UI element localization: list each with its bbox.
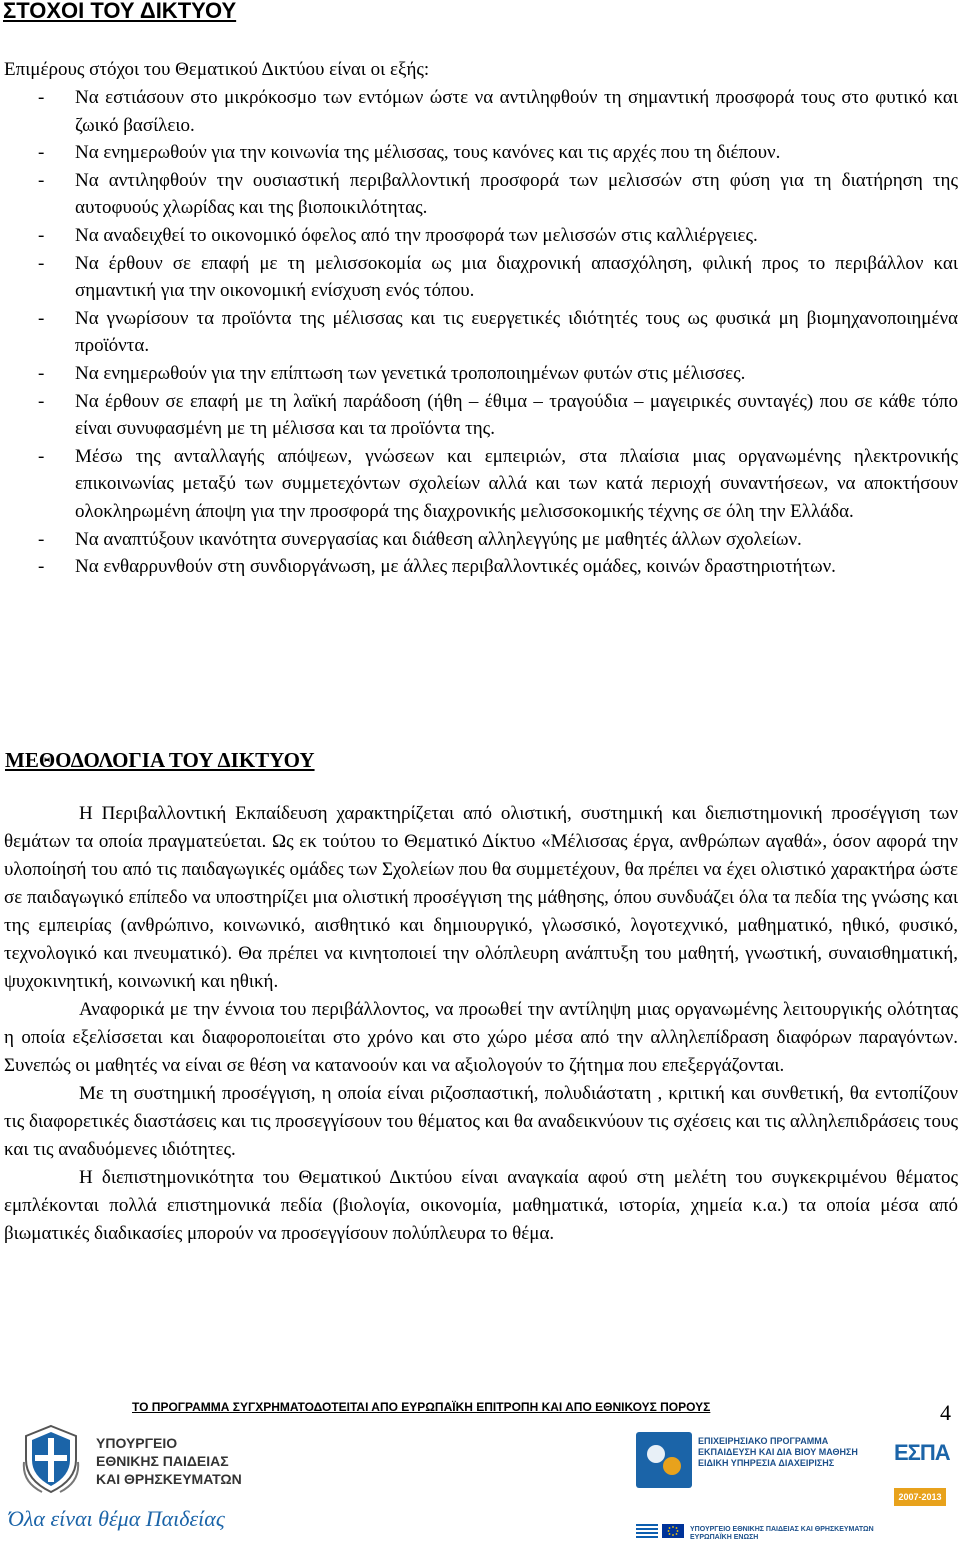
paragraph: Αναφορικά με την έννοια του περιβάλλοντος, να προωθεί την αντίληψη μιας οργανωμένης λειτουργικής ολότητας η οποία εξελίσσεται και διαφοροποιείται στο χρόνο και στο χώρο μέσα από την αλληλεπίδραση διαφόρων παραγόντων. Συνεπώς οι μαθητές να είναι σε θέση να κατανοούν και να αξιολογούν το ζήτημα που επεξεργάζονται. <box>4 999 958 1076</box>
flags-caption-line: ΥΠΟΥΡΓΕΙΟ ΕΘΝΙΚΗΣ ΠΑΙΔΕΙΑΣ ΚΑΙ ΘΡΗΣΚΕΥΜΑΤΩΝ <box>690 1526 874 1533</box>
goal-text: Να ενημερωθούν για την κοινωνία της μέλισσας, τους κανόνες και τις αρχές που τη διέπουν. <box>75 142 781 164</box>
goal-text: Να έρθουν σε επαφή με τη μελισσοκομία ως μια διαχρονική απασχόληση, φιλική προς το περιβάλλον και σημαντική για την οικονομική ενίσχυση ενός τόπου. <box>75 252 958 302</box>
paragraph: Η διεπιστημονικότητα του Θεματικού Δικτύου είναι αναγκαία αφού στη μελέτη του συγκεκριμένου θέματος εμπλέκονται πολλά επιστημονικά πεδία (βιολογία, οικονομία, μαθηματικά, ιστορία, χημεία κ.α.) τα οποία μέσα από βιωματικές διαδικασίες μπορούν να προσεγγίσουν πολύπλευρα το θέμα. <box>4 1167 958 1244</box>
goal-text: Να έρθουν σε επαφή με τη λαϊκή παράδοση (ήθη – έθιμα – τραγούδια – μαγειρικές συνταγές) που σε κάθε τόπο είναι συνυφασμένη με τη μέλισσα και τα προϊόντα της. <box>75 390 958 440</box>
paragraph: Με τη συστημική προσέγγιση, η οποία είναι ριζοσπαστική, πολυδιάστατη , κριτική και συνθετική, θα εντοπίζουν τις διαφορετικές διαστάσεις και τις προσεγγίσουν του θέματος και θα αναδεικνύουν τις σχέσεις και τις αλληλεπιδράσεις τους και τις αναδυόμενες ιδιότητες. <box>4 1083 958 1160</box>
ministry-slogan: Όλα είναι θέμα Παιδείας <box>8 1506 225 1531</box>
bullet-dash: - <box>38 528 45 550</box>
list-item <box>0 222 958 250</box>
section-heading-methodology: ΜΕΘΟΔΟΛΟΓΙΑ ΤΟΥ ΔΙΚΤΥΟΥ <box>5 748 315 772</box>
bullet-dash: - <box>38 556 45 578</box>
goal-text: Να ενημερωθούν για την επίπτωση των γενετικά τροποποιημένων φυτών στις μέλισσες. <box>75 362 746 384</box>
page-number: 4 <box>940 1400 951 1425</box>
list-item <box>0 388 958 443</box>
bullet-dash: - <box>38 142 45 164</box>
program-line: ΕΙΔΙΚΗ ΥΠΗΡΕΣΙΑ ΔΙΑΧΕΙΡΙΣΗΣ <box>698 1458 835 1468</box>
list-item <box>0 553 958 581</box>
bullet-dash: - <box>38 307 45 329</box>
list-item <box>0 526 958 554</box>
list-item <box>0 250 958 305</box>
paragraph: Η Περιβαλλοντική Εκπαίδευση χαρακτηρίζεται από ολιστική, συστημική και διεπιστημονική προσέγγιση των θεμάτων τα οποία πραγματεύεται. Ως εκ τούτου το Θεματικό Δίκτυο «Μέλισσας έργα, ανθρώπων αγαθά», όσον αφορά την υλοποίησή του από τις παιδαγωγικές ομάδες των Σχολείων που θα συμμετέχουν, θα πρέπει να έχει ολιστικό χαρακτήρα ώστε σε παιδαγωγικό επίπεδο να υποστηρίζει μια ολιστική προσέγγιση της μάθησης, όπου συνδυάζει όλα τα πεδία της γνώσης και της εμπειρίας (ανθρώπινο, κοινωνικό, αισθητικό και δημιουργικό, γλωσσικό, λογοτεχνικό, μαθηματικό, ηθικό, φυσικό, τεχνολογικό και πνευματικό). Θα πρέπει να κινητοποιεί την ολόπλευρη ανάπτυξη του μαθητή, γνωστική, συναισθηματική, ψυχοκινητική, κοινωνική και ηθική. <box>4 803 958 992</box>
espa-label: ΕΣΠΑ <box>894 1440 950 1465</box>
ministry-name <box>96 1434 266 1488</box>
ministry-line: ΥΠΟΥΡΓΕΙΟ <box>96 1435 178 1451</box>
flags-row <box>636 1524 946 1540</box>
bullet-dash: - <box>38 87 45 108</box>
list-item <box>0 84 958 139</box>
ministry-line: ΚΑΙ ΘΡΗΣΚΕΥΜΑΤΩΝ <box>96 1471 242 1487</box>
list-item <box>0 305 958 360</box>
goal-text: Να αναδειχθεί το οικονομικό όφελος από την προσφορά των μελισσών στις καλλιέργειες. <box>75 224 758 246</box>
ministry-logo <box>4 1392 260 1540</box>
ministry-line: ΕΘΝΙΚΗΣ ΠΑΙΔΕΙΑΣ <box>96 1453 229 1469</box>
bullet-dash: - <box>38 445 45 467</box>
list-item <box>0 167 958 222</box>
espa-years: 2007-2013 <box>894 1488 946 1506</box>
program-line: ΕΚΠΑΙΔΕΥΣΗ ΚΑΙ ΔΙΑ ΒΙΟΥ ΜΑΘΗΣΗ <box>698 1447 858 1457</box>
list-item <box>0 360 958 388</box>
program-name <box>698 1436 882 1469</box>
bullet-dash: - <box>38 252 45 274</box>
program-line: ΕΠΙΧΕΙΡΗΣΙΑΚΟ ΠΡΟΓΡΑΜΜΑ <box>698 1436 829 1446</box>
goal-text: Να εστιάσουν στο μικρόκοσμο των εντόμων ώστε να αντιληφθούν τη σημαντική προσφορά τους στο φυτικό και ζωικό βασίλειο. <box>75 87 958 136</box>
greek-crest-icon <box>22 1422 80 1494</box>
goals-intro: Επιμέρους στόχοι του Θεματικού Δικτύου είναι οι εξής: <box>4 59 430 80</box>
program-badge-icon <box>636 1432 692 1488</box>
goal-text: Να γνωρίσουν τα προϊόντα της μέλισσας και τις ευεργετικές ιδιότητές τους ως φυσικά μη βιομηχανοποιημένα προϊόντα. <box>75 307 958 357</box>
goal-text: Μέσω της ανταλλαγής απόψεων, γνώσεων και εμπειριών, στα πλαίσια μιας οργανωμένης ηλεκτρονικής επικοινωνίας μεταξύ των συμμετεχόντων σχολείων αλλά και των κατά περιοχή συναντήσεων, να αποκτήσουν ολοκληρωμένη άποψη για την προσφορά της διαχρονικής μελισσοκομικής τέχνης σε όλη την Ελλάδα. <box>75 445 958 522</box>
greek-flag-icon <box>636 1524 658 1538</box>
bullet-dash: - <box>38 390 45 412</box>
espa-logo <box>894 1440 950 1512</box>
bullet-dash: - <box>38 169 45 191</box>
section-heading-goals: ΣΤΟΧΟΙ ΤΟΥ ΔΙΚΤΥΟΥ <box>3 0 237 23</box>
goals-list <box>0 84 958 581</box>
goal-text: Να ενθαρρυνθούν στη συνδιοργάνωση, με άλλες περιβαλλοντικές ομάδες, κοινών δραστηριοτήτων. <box>75 556 836 578</box>
methodology-body <box>4 800 958 1248</box>
flags-caption-line: ΕΥΡΩΠΑΪΚΗ ΕΝΩΣΗ <box>690 1534 759 1541</box>
list-item <box>0 443 958 526</box>
eu-flag-icon <box>662 1524 684 1538</box>
bullet-dash: - <box>38 362 45 384</box>
funding-statement: ΤΟ ΠΡΟΓΡΑΜΜΑ ΣΥΓΧΡΗΜΑΤΟΔΟΤΕΙΤΑΙ ΑΠΟ ΕΥΡΩΠΑΪΚΗ ΕΠΙΤΡΟΠΗ ΚΑΙ ΑΠΟ ΕΘΝΙΚΟΥΣ ΠΟΡΟΥΣ <box>132 1400 711 1414</box>
program-logo <box>636 1432 950 1541</box>
goal-text: Να αναπτύξουν ικανότητα συνεργασίας και διάθεση αλληλεγγύης με μαθητές άλλων σχολείων. <box>75 528 802 550</box>
list-item <box>0 139 958 167</box>
goal-text: Να αντιληφθούν την ουσιαστική περιβαλλοντική προσφορά των μελισσών στη φύση για τη διατήρηση της αυτοφυούς χλωρίδας και της βιοποικιλότητας. <box>75 169 958 219</box>
bullet-dash: - <box>38 224 45 246</box>
